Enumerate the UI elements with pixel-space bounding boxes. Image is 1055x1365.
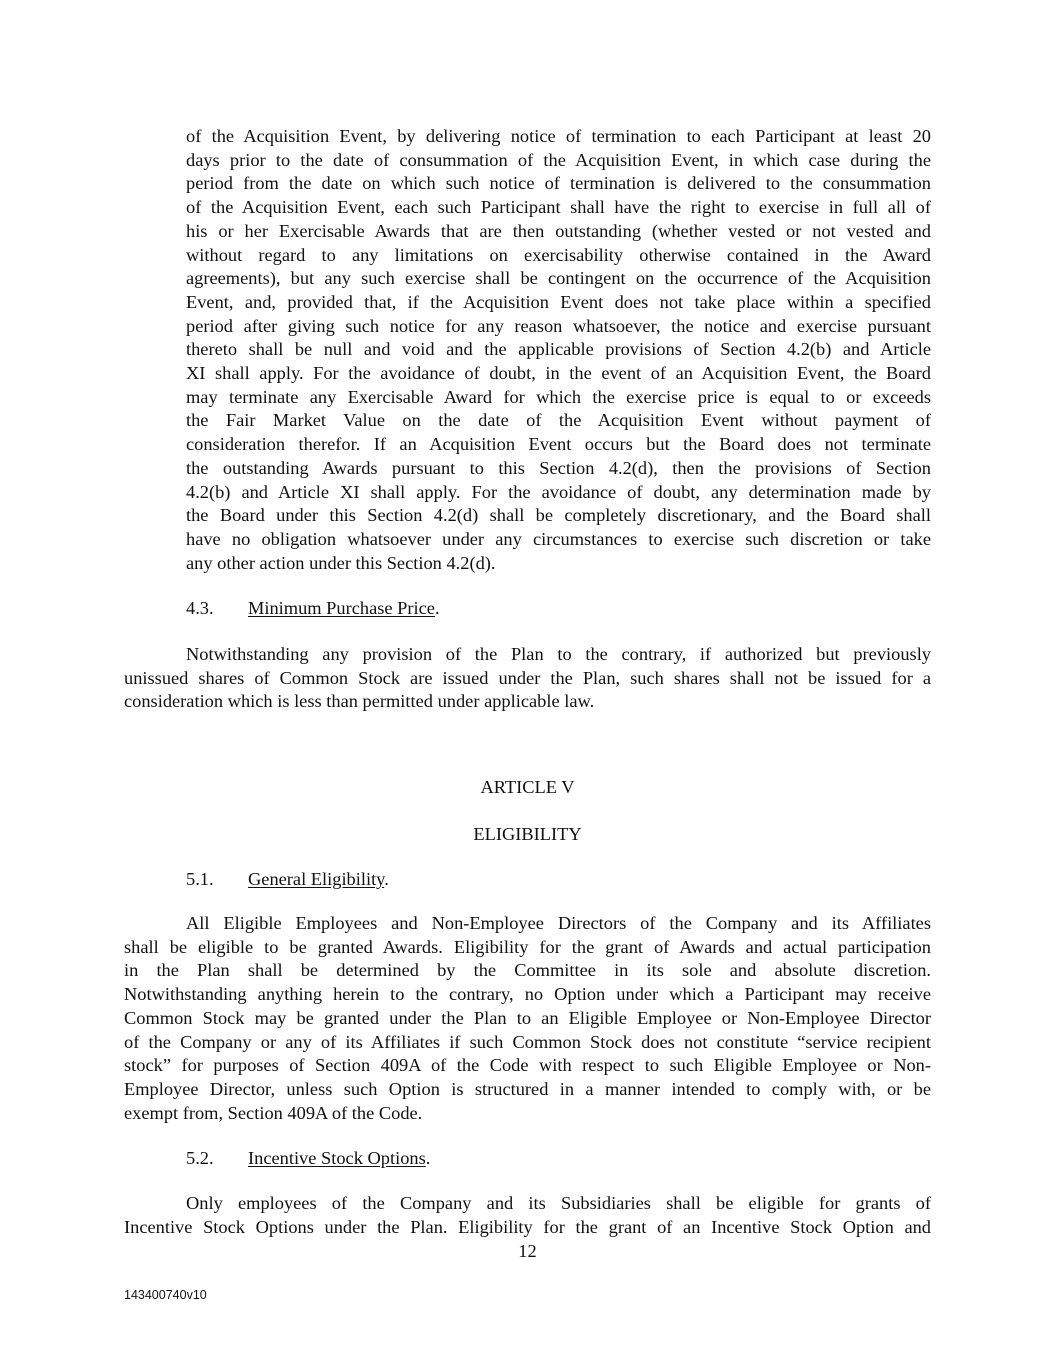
paragraph-minimum-purchase-price [124,643,931,714]
text-line: agreements), but any such exercise shall be contingent on the occurrence of the Acquisition [186,268,931,289]
text-line: have no obligation whatsoever under any circumstances to exercise such discretion or take [186,528,931,549]
text-line: of the Company or any of its Affiliates if such Common Stock does not constitute “service recipient [124,1031,931,1052]
text-line: Employee Director, unless such Option is structured in a manner intended to comply with, or be [124,1078,931,1099]
section-title: General Eligibility [248,869,385,889]
text-line: consideration therefor. If an Acquisition Event occurs but the Board does not terminate [186,434,931,455]
section-heading-5-1 [186,868,389,892]
section-title-period: . [425,1148,431,1168]
section-number: 4.3. [186,598,214,618]
text-line: Notwithstanding any provision of the Plan to the contrary, if authorized but previously [186,644,931,664]
text-line: of the Acquisition Event, each such Participant shall have the right to exercise in full all of [186,197,931,218]
document-id: 143400740v10 [124,1288,207,1302]
text-line: 4.2(b) and Article XI shall apply. For the avoidance of doubt, any determination made by [186,481,931,502]
text-line: days prior to the date of consummation of the Acquisition Event, in which case during the [186,149,931,170]
text-line: without regard to any limitations on exercisability otherwise contained in the Award [186,244,931,265]
paragraph-incentive-stock-options [124,1192,931,1239]
section-title: Incentive Stock Options [248,1148,426,1168]
section-number: 5.2. [186,1148,214,1168]
section-title-period: . [434,598,440,618]
section-heading-5-2 [186,1147,430,1171]
section-number: 5.1. [186,869,214,889]
text-line: Incentive Stock Options under the Plan. Eligibility for the grant of an Incentive Stock Option and [124,1216,931,1237]
text-line: Only employees of the Company and its Subsidiaries shall be eligible for grants of [186,1193,931,1213]
text-line: the Board under this Section 4.2(d) shall be completely discretionary, and the Board shall [186,505,931,526]
article-title: ELIGIBILITY [473,824,582,844]
text-line: period after giving such notice for any reason whatsoever, the notice and exercise pursuant [186,315,931,336]
paragraph-general-eligibility [124,912,931,1125]
text-line: the outstanding Awards pursuant to this Section 4.2(d), then the provisions of Section [186,457,931,478]
paragraph-acquisition-event [186,125,931,575]
text-line: any other action under this Section 4.2(d). [186,552,496,573]
text-line: All Eligible Employees and Non-Employee Directors of the Company and its Affiliates [186,913,931,933]
text-line: unissued shares of Common Stock are issued under the Plan, such shares shall not be issued for a [124,667,931,688]
text-line: Notwithstanding anything herein to the contrary, no Option under which a Participant may receive [124,984,931,1005]
page-number: 12 [518,1241,537,1261]
article-label: ARTICLE V [480,777,575,797]
text-line: exempt from, Section 409A of the Code. [124,1102,423,1123]
text-line: XI shall apply. For the avoidance of doubt, in the event of an Acquisition Event, the Board [186,363,931,384]
text-line: period from the date on which such notice of termination is delivered to the consummation [186,173,931,194]
text-line: his or her Exercisable Awards that are then outstanding (whether vested or not vested and [186,220,931,241]
text-line: Common Stock may be granted under the Plan to an Eligible Employee or Non-Employee Director [124,1007,931,1028]
text-line: the Fair Market Value on the date of the Acquisition Event without payment of [186,410,931,431]
section-heading-4-3 [186,597,440,621]
section-title: Minimum Purchase Price [248,598,435,618]
text-line: consideration which is less than permitted under applicable law. [124,691,595,712]
text-line: thereto shall be null and void and the applicable provisions of Section 4.2(b) and Article [186,339,931,360]
section-title-period: . [384,869,389,889]
text-line: in the Plan shall be determined by the Committee in its sole and absolute discretion. [124,960,931,981]
text-line: may terminate any Exercisable Award for which the exercise price is equal to or exceeds [186,386,931,407]
text-line: stock” for purposes of Section 409A of the Code with respect to such Eligible Employee or Non- [124,1055,931,1076]
text-line: Event, and, provided that, if the Acquisition Event does not take place within a specified [186,291,931,312]
text-line: shall be eligible to be granted Awards. Eligibility for the grant of Awards and actual participation [124,936,931,957]
text-line: of the Acquisition Event, by delivering notice of termination to each Participant at least 20 [186,126,931,146]
